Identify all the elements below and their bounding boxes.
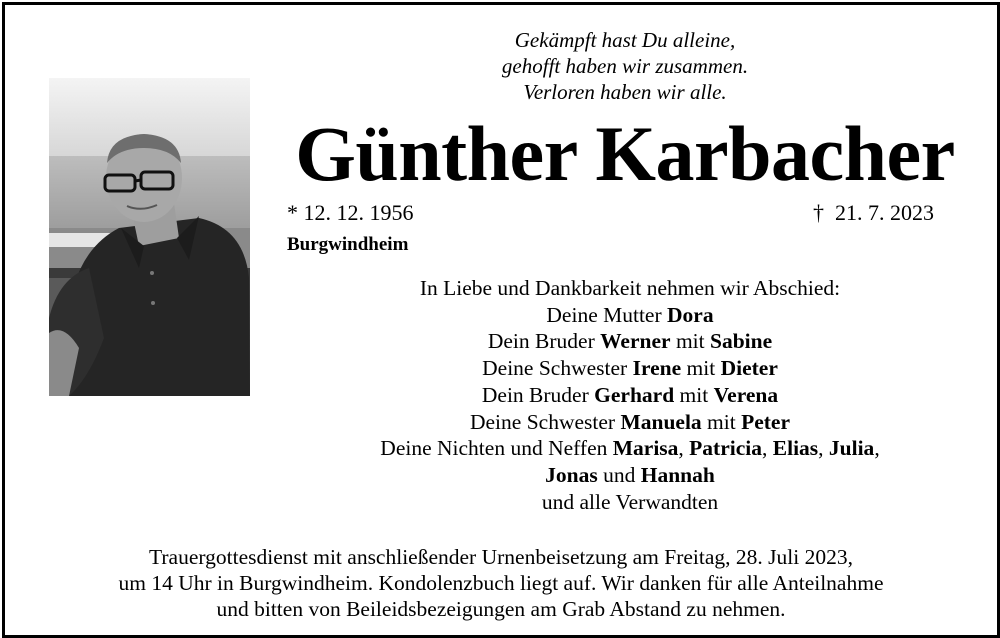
birth-symbol: * <box>287 200 298 225</box>
service-information <box>5 544 997 622</box>
relative-name: Marisa <box>612 436 679 461</box>
relative-name: Dora <box>667 302 714 327</box>
connector: mit <box>681 356 721 381</box>
portrait-photo <box>49 78 250 396</box>
death-symbol: † <box>813 200 824 225</box>
relation-label: Dein Bruder <box>481 382 595 407</box>
family-line <box>285 435 975 462</box>
connector: mit <box>674 382 714 407</box>
relation-label: Deine Nichten und Neffen <box>380 436 613 461</box>
separator: , <box>818 436 829 461</box>
relative-name: Dieter <box>720 356 778 381</box>
relative-name: Irene <box>632 356 682 381</box>
footer-line: Trauergottesdienst mit anschließender Urnenbeisetzung am Freitag, 28. Juli 2023, <box>149 545 853 569</box>
connector: mit <box>701 409 742 434</box>
relative-name: Peter <box>741 409 791 434</box>
death-date-line <box>813 200 934 226</box>
birth-date-line <box>287 200 414 226</box>
relative-name: Werner <box>600 329 671 354</box>
birth-date: 12. 12. 1956 <box>303 200 414 225</box>
family-intro: In Liebe und Dankbarkeit nehmen wir Abschied: <box>419 276 841 300</box>
relative-name: Verena <box>713 382 779 407</box>
obituary-notice <box>2 2 1000 638</box>
family-line <box>285 382 975 409</box>
relative-name: Jonas <box>545 462 598 487</box>
death-date: 21. 7. 2023 <box>835 200 934 225</box>
relative-name: Sabine <box>709 329 773 354</box>
relation-label: Deine Schwester <box>482 356 633 381</box>
relation-label: Deine Mutter <box>546 302 668 327</box>
relative-name: Elias <box>772 436 819 461</box>
home-town: Burgwindheim <box>287 234 409 255</box>
family-line <box>285 462 975 489</box>
relative-name: Hannah <box>640 462 715 487</box>
family-line <box>285 409 975 436</box>
separator: , <box>678 436 690 461</box>
footer-line: und bitten von Beileidsbezeigungen am Grab Abstand zu nehmen. <box>216 597 786 621</box>
family-line <box>285 355 975 382</box>
relative-name: Patricia <box>689 436 762 461</box>
connector: mit <box>670 329 710 354</box>
family-relatives: und alle Verwandten <box>541 489 719 514</box>
poem-line: Gekämpft hast Du alleine, <box>514 28 736 52</box>
poem-line: Verloren haben wir alle. <box>523 80 727 104</box>
footer-line: um 14 Uhr in Burgwindheim. Kondolenzbuch liegt auf. Wir danken für alle Anteilnahme <box>118 571 884 595</box>
relative-name: Gerhard <box>594 382 675 407</box>
relation-label: Deine Schwester <box>469 409 621 434</box>
connector: und <box>597 462 641 487</box>
poem-line: gehofft haben wir zusammen. <box>501 54 749 78</box>
separator: , <box>762 436 773 461</box>
family-line <box>285 328 975 355</box>
family-list <box>285 275 975 515</box>
relative-name: Julia <box>828 436 875 461</box>
relation-label: Dein Bruder <box>487 329 601 354</box>
relative-name: Manuela <box>620 409 702 434</box>
deceased-name: Günther Karbacher <box>295 110 955 197</box>
family-line <box>285 302 975 329</box>
separator: , <box>874 436 880 461</box>
poem <box>445 27 805 105</box>
